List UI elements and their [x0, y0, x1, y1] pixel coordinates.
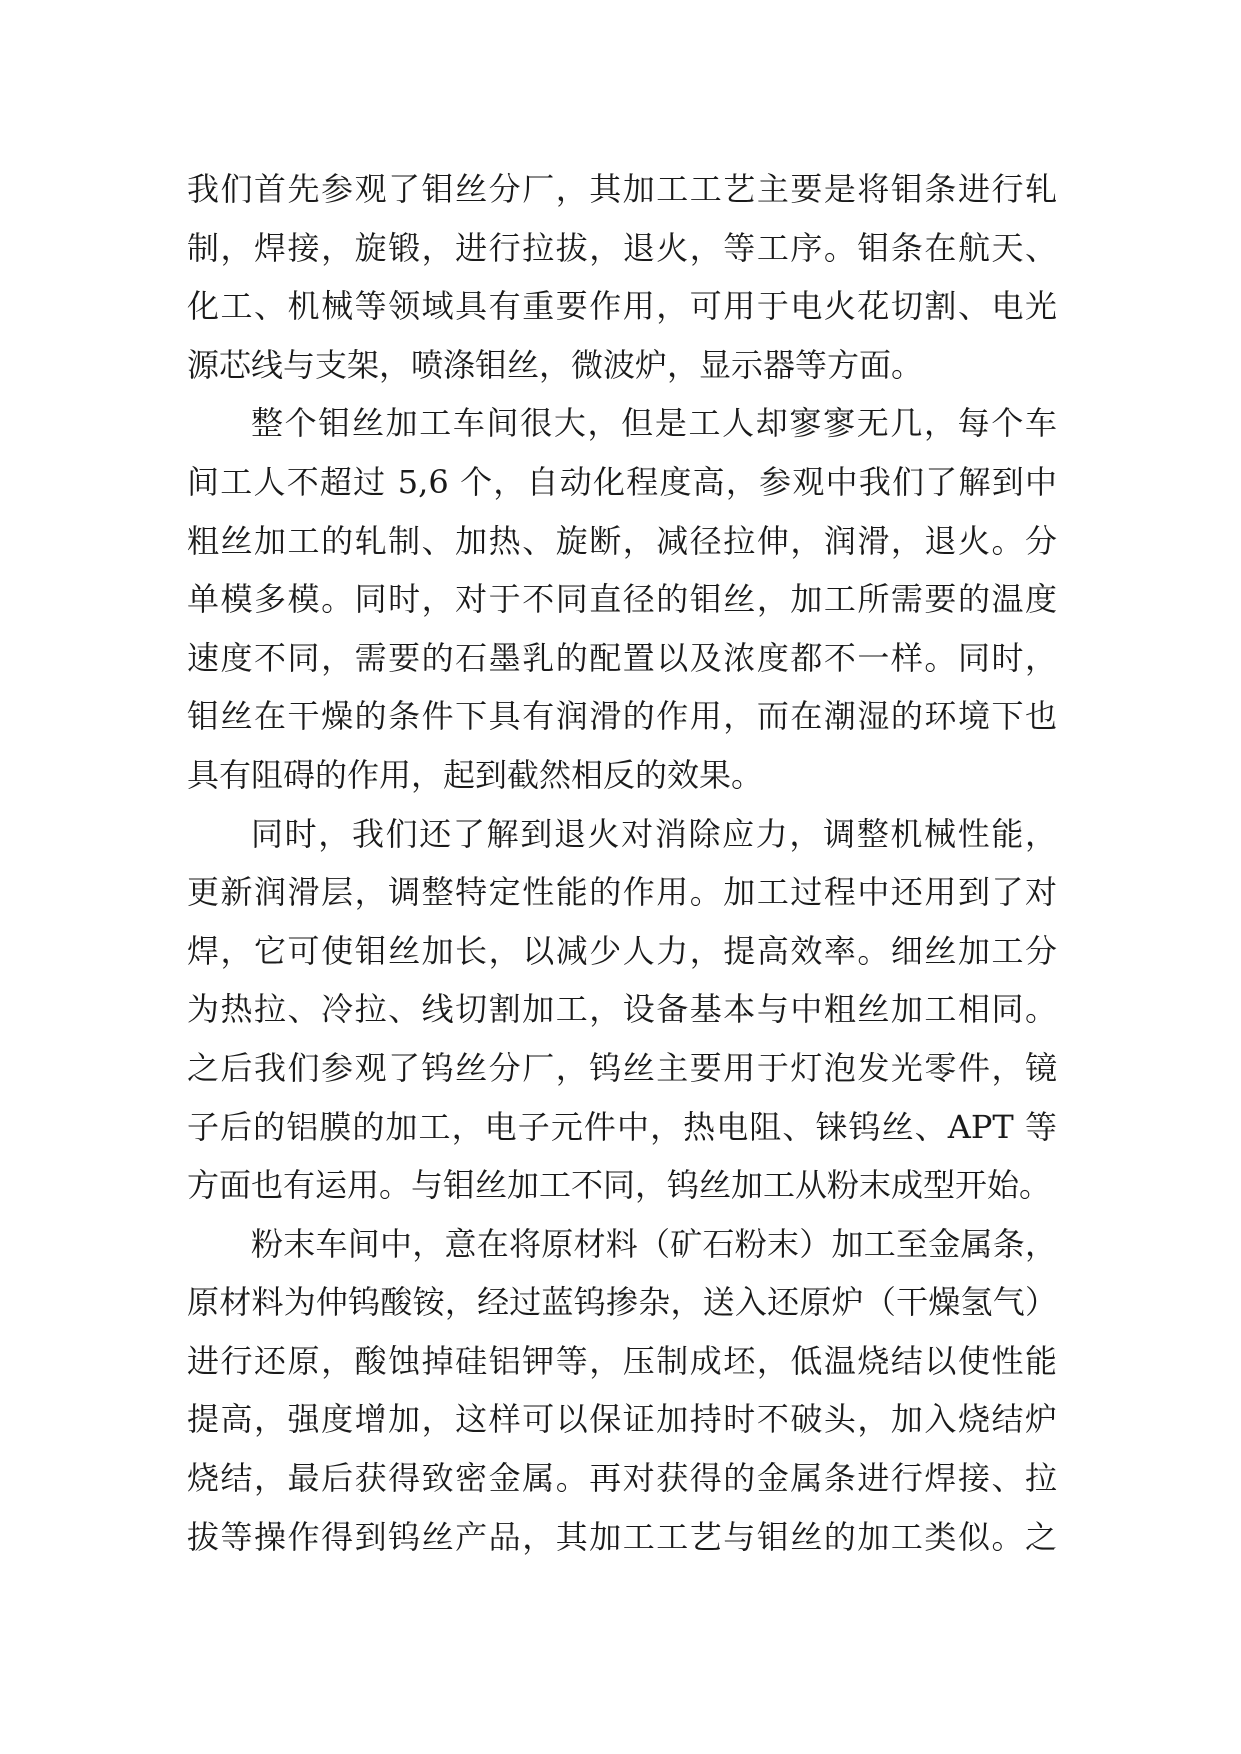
text-line: 提高，强度增加，这样可以保证加持时不破头，加入烧结炉 [187, 1400, 1057, 1439]
text-line: 粗丝加工的轧制、加热、旋断，减径拉伸，润滑，退火。分 [187, 521, 1057, 560]
text-line: 为热拉、冷拉、线切割加工，设备基本与中粗丝加工相同。 [187, 990, 1057, 1029]
text-line: 子后的铝膜的加工，电子元件中，热电阻、铼钨丝、APT 等 [187, 1107, 1057, 1146]
text-line: 我们首先参观了钼丝分厂，其加工工艺主要是将钼条进行轧 [187, 170, 1057, 208]
text-line: 化工、机械等领域具有重要作用，可用于电火花切割、电光 [187, 287, 1057, 326]
text-line: 同时，我们还了解到退火对消除应力，调整机械性能， [251, 814, 1057, 853]
text-line: 更新润滑层，调整特定性能的作用。加工过程中还用到了对 [187, 873, 1057, 912]
text-line: 间工人不超过 5,6 个，自动化程度高，参观中我们了解到中 [187, 462, 1057, 501]
text-line: 速度不同，需要的石墨乳的配置以及浓度都不一样。同时， [187, 638, 1057, 677]
text-line: 进行还原，酸蚀掉硅铝钾等，压制成坯，低温烧结以使性能 [187, 1341, 1057, 1380]
text-line: 源芯线与支架，喷涤钼丝，微波炉，显示器等方面。 [187, 345, 924, 384]
text-line: 具有阻碍的作用，起到截然相反的效果。 [187, 755, 764, 794]
text-line: 单模多模。同时，对于不同直径的钼丝，加工所需要的温度 [187, 580, 1057, 619]
text-line: 烧结，最后获得致密金属。再对获得的金属条进行焊接、拉 [187, 1459, 1057, 1498]
text-line: 焊，它可使钼丝加长，以减少人力，提高效率。细丝加工分 [187, 931, 1057, 970]
text-line: 制，焊接，旋锻，进行拉拔，退火，等工序。钼条在航天、 [187, 228, 1057, 267]
text-line: 方面也有运用。与钼丝加工不同，钨丝加工从粉末成型开始。 [187, 1166, 1052, 1205]
text-line: 拔等操作得到钨丝产品，其加工工艺与钼丝的加工类似。之 [187, 1517, 1057, 1556]
text-line: 整个钼丝加工车间很大，但是工人却寥寥无几，每个车 [251, 404, 1057, 443]
text-line: 钼丝在干燥的条件下具有润滑的作用，而在潮湿的环境下也 [187, 697, 1057, 736]
text-line: 之后我们参观了钨丝分厂，钨丝主要用于灯泡发光零件，镜 [187, 1048, 1057, 1087]
text-line: 原材料为仲钨酸铵，经过蓝钨掺杂，送入还原炉（干燥氢气） [187, 1283, 1057, 1322]
text-line: 粉末车间中，意在将原材料（矿石粉末）加工至金属条， [251, 1224, 1057, 1263]
body-text [187, 160, 1057, 1566]
